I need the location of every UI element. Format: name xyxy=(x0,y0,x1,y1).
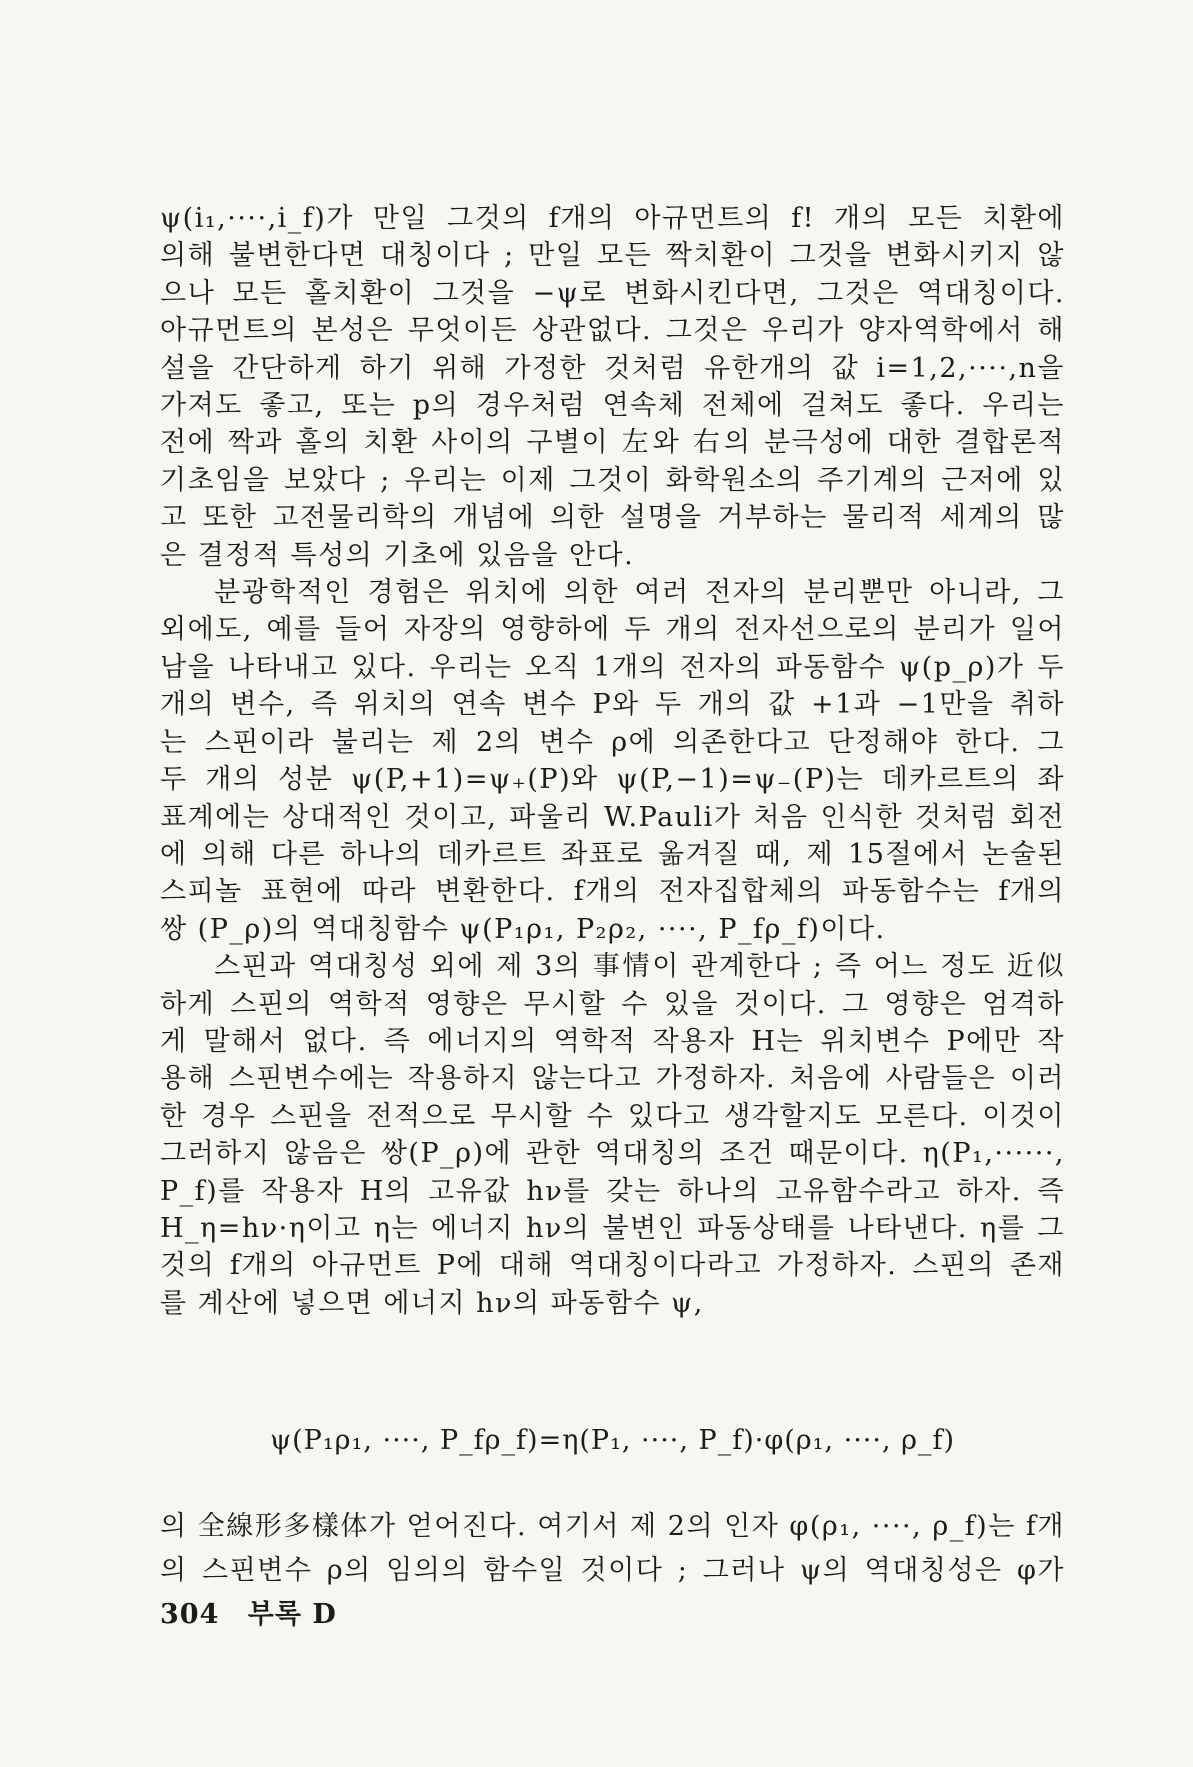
text-line: 것의 f개의 아규먼트 P에 대해 역대칭이다라고 가정하자. 스핀의 존재 xyxy=(160,1250,1065,1282)
text-line: 에 의해 다른 하나의 데카르트 좌표로 옮겨질 때, 제 15절에서 논술된 xyxy=(160,838,1065,870)
text-line: 용해 스핀변수에는 작용하지 않는다고 가정하자. 처음에 사람들은 이러 xyxy=(160,1063,1065,1095)
text-line: 으나 모든 홀치환이 그것을 −ψ로 변화시킨다면, 그것은 역대칭이다. xyxy=(160,277,1065,309)
text-line: 분광학적인 경험은 위치에 의한 여러 전자의 분리뿐만 아니라, 그 xyxy=(214,577,1065,609)
text-line: 의 全線形多樣体가 얻어진다. 여기서 제 2의 인자 φ(ρ₁, ····, ρ_f)는 f개 xyxy=(160,1511,1065,1542)
equation: ψ(P₁ρ₁, ····, P_fρ_f)=η(P₁, ····, P_f)·φ(ρ₁, ····, ρ_f) xyxy=(269,1425,956,1456)
text-line: H_η=hν·η이고 η는 에너지 hν의 불변인 파동상태를 나타낸다. η를 그 xyxy=(160,1212,1065,1244)
text-line: 의 스핀변수 ρ의 임의의 함수일 것이다 ; 그러나 ψ의 역대칭성은 φ가 xyxy=(160,1555,1065,1586)
text-line: 은 결정적 특성의 기초에 있음을 안다. xyxy=(160,539,635,571)
body-text xyxy=(160,200,1065,1322)
text-line: 스피놀 표현에 따라 변환한다. f개의 전자집합체의 파동함수는 f개의 xyxy=(160,876,1065,908)
text-line: 가져도 좋고, 또는 p의 경우처럼 연속체 전체에 걸쳐도 좋다. 우리는 xyxy=(160,390,1065,422)
text-line: 설을 간단하게 하기 위해 가정한 것처럼 유한개의 값 i=1,2,····,n을 xyxy=(160,352,1065,384)
text-line: 아규먼트의 본성은 무엇이든 상관없다. 그것은 우리가 양자역학에서 해 xyxy=(160,315,1065,347)
text-line: 한 경우 스핀을 전적으로 무시할 수 있다고 생각할지도 모른다. 이것이 xyxy=(160,1100,1065,1132)
text-line: 를 계산에 넣으면 에너지 hν의 파동함수 ψ, xyxy=(160,1287,704,1319)
text-line: 하게 스핀의 역학적 영향은 무시할 수 있을 것이다. 그 영향은 엄격하 xyxy=(160,988,1065,1020)
page-footer xyxy=(160,1592,337,1631)
text-line: 외에도, 예를 들어 자장의 영향하에 두 개의 전자선으로의 분리가 일어 xyxy=(160,614,1065,646)
tail-text xyxy=(160,1505,1065,1593)
text-line: 스핀과 역대칭성 외에 제 3의 事情이 관계한다 ; 즉 어느 정도 近似 xyxy=(214,951,1065,983)
text-line: P_f)를 작용자 H의 고유값 hν를 갖는 하나의 고유함수라고 하자. 즉 xyxy=(160,1175,1065,1207)
text-line: 개의 변수, 즉 위치의 연속 변수 P와 두 개의 값 +1과 −1만을 취하 xyxy=(160,689,1065,721)
text-line: 남을 나타내고 있다. 우리는 오직 1개의 전자의 파동함수 ψ(p_ρ)가 두 xyxy=(160,651,1065,683)
text-line: 기초임을 보았다 ; 우리는 이제 그것이 화학원소의 주기계의 근저에 있 xyxy=(160,464,1065,496)
text-line: 게 말해서 없다. 즉 에너지의 역학적 작용자 H는 위치변수 P에만 작 xyxy=(160,1025,1065,1057)
text-line: 고 또한 고전물리학의 개념에 의한 설명을 거부하는 물리적 세계의 많 xyxy=(160,502,1065,534)
text-line: 표계에는 상대적인 것이고, 파울리 W.Pauli가 처음 인식한 것처럼 회전 xyxy=(160,801,1065,833)
text-line: 의해 불변한다면 대칭이다 ; 만일 모든 짝치환이 그것을 변화시키지 않 xyxy=(160,240,1065,272)
text-line: 쌍 (P_ρ)의 역대칭함수 ψ(P₁ρ₁, P₂ρ₂, ····, P_fρ_f)이다. xyxy=(160,913,886,945)
text-line: 는 스핀이라 불리는 제 2의 변수 ρ에 의존한다고 단정해야 한다. 그 xyxy=(160,726,1065,758)
text-line: ψ(i₁,····,i_f)가 만일 그것의 f개의 아규먼트의 f! 개의 모든 치환에 xyxy=(160,203,1065,234)
page-number: 304 xyxy=(160,1599,220,1630)
text-line: 그러하지 않음은 쌍(P_ρ)에 관한 역대칭의 조건 때문이다. η(P₁,······, xyxy=(160,1138,1065,1170)
section-label: 부록 D xyxy=(247,1599,337,1630)
text-line: 두 개의 성분 ψ(P,+1)=ψ₊(P)와 ψ(P,−1)=ψ₋(P)는 데카르트의 좌 xyxy=(160,764,1065,796)
text-line: 전에 짝과 홀의 치환 사이의 구별이 左와 右의 분극성에 대한 결합론적 xyxy=(160,427,1065,459)
